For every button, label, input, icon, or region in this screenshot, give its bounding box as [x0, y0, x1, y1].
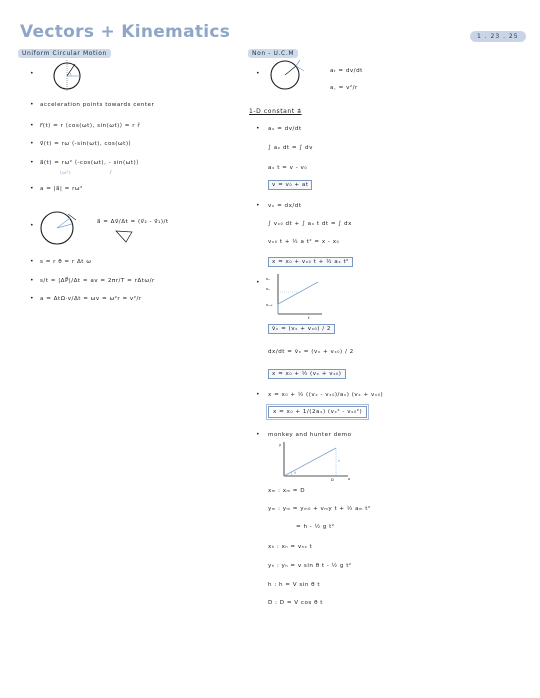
text-line: yₘ : yₘ = yₘ₀ + vₘy t + ½ aₘ t²	[268, 506, 371, 512]
text-line: v⃗(t) = rω ⟨-sin(ωt), cos(ωt)⟩	[40, 141, 132, 147]
text-line: aₓ t = v - v₀	[268, 165, 308, 171]
text-line: ∫ vₓ₀ dt + ∫ aₓ t dt = ∫ dx	[268, 221, 352, 227]
vector-triangle-diagram	[114, 228, 136, 244]
text-line: dx/dt = v̄ₓ = (vₓ + vₓ₀) / 2	[268, 349, 354, 355]
text-line: acceleration points towards center	[40, 102, 155, 108]
text-line: vₓ = dx/dt	[268, 203, 302, 209]
text-line: yₕ : yₕ = v sin θ t - ½ g t²	[268, 563, 352, 569]
boxed-equation: v̄ₓ = (vₓ + vₓ₀) / 2	[268, 327, 335, 333]
bullet: •	[256, 431, 260, 438]
text-line: = h - ½ g t²	[296, 524, 335, 530]
text-line: h : h = V sin θ t	[268, 582, 321, 588]
bullet: •	[256, 391, 260, 398]
text-line: xₕ : xₕ = vₕₓ t	[268, 544, 313, 550]
text-line: x = x₀ + ½ ((vₓ - vₓ₀)/aₓ) (vₓ + vₓ₀)	[268, 392, 384, 398]
demo-label-y: y	[279, 443, 282, 447]
text-line: a⃗ = Δv⃗/Δt = (v⃗₂ - v⃗₁)/t	[97, 219, 169, 225]
annotation-omega: (ω²)	[60, 171, 72, 176]
section-header-non-ucm: Non - U.C.M	[248, 49, 298, 58]
tangential-accel-label: aₜ = dv/dt	[330, 68, 363, 74]
date-badge: 1 . 23 . 25	[470, 31, 526, 42]
circle-diagram-ucm	[52, 59, 86, 93]
bullet: •	[30, 140, 34, 147]
sub-header-1d: 1-D constant a⃗	[249, 108, 302, 115]
boxed-equation: v = v₀ + at	[268, 183, 312, 189]
circle-diagram-velocity	[40, 210, 80, 246]
demo-label-x: x	[348, 477, 351, 481]
bullet: •	[30, 222, 34, 229]
text-line: monkey and hunter demo	[268, 432, 352, 438]
bullet: •	[30, 122, 34, 129]
demo-label-h: h	[338, 459, 341, 463]
bullet: •	[256, 70, 260, 77]
text-line: ∫ aₓ dt = ∫ dv	[268, 145, 313, 151]
graph-label-vx: vₓ	[266, 277, 270, 281]
text-line: r⃗(t) = r ⟨cos(ωt), sin(ωt)⟩ = r r̂	[40, 123, 141, 129]
velocity-time-graph	[266, 272, 326, 320]
demo-label-theta: θ	[294, 471, 297, 475]
demo-label-d: D	[331, 478, 334, 482]
page-title: Vectors + Kinematics	[20, 22, 231, 42]
bullet: •	[256, 279, 260, 286]
annotation-rhat: r̂	[110, 171, 113, 176]
bullet: •	[30, 185, 34, 192]
bullet: •	[30, 159, 34, 166]
boxed-equation: x = x₀ + vₓ₀ t + ½ aₓ t²	[268, 260, 353, 266]
boxed-equation: x = x₀ + 1/(2aₓ) (vₓ² - vₓ₀²)	[268, 410, 367, 416]
circle-diagram-non-ucm	[268, 58, 308, 92]
text-line: D : D = V cos θ t	[268, 600, 323, 606]
graph-label-t: t	[308, 316, 310, 320]
text-line: xₘ : xₘ = D	[268, 488, 306, 494]
text-line: vₓ₀ t + ½ a t² = x - x₀	[268, 239, 340, 245]
monkey-hunter-diagram	[276, 440, 352, 482]
text-line: s/t = |ΔP⃗|/Δt = av = 2πr/T = rΔtω/r	[40, 278, 155, 284]
graph-label-vx-mid: vₓ	[266, 287, 270, 291]
section-header-ucm: Uniform Circular Motion	[18, 49, 111, 58]
text-line: a⃗(t) = rω² ⟨-cos(ωt), - sin(ωt)⟩	[40, 160, 139, 166]
bullet: •	[30, 101, 34, 108]
text-line: aₓ = dv/dt	[268, 126, 302, 132]
bullet: •	[256, 125, 260, 132]
bullet: •	[30, 295, 34, 302]
boxed-equation: x = x₀ + ½ (vₓ + vₓ₀)	[268, 372, 346, 378]
text-line: a = ΔtΩ·v/Δt = ωv = ω²r = v²/r	[40, 296, 142, 302]
bullet: •	[30, 258, 34, 265]
centripetal-accel-label: a꜀ = v²/r	[330, 85, 358, 91]
bullet: •	[256, 202, 260, 209]
graph-label-vx0: vₓ,₀	[266, 303, 273, 307]
text-line: s = r θ = r Δt ω	[40, 259, 92, 265]
bullet: •	[30, 70, 34, 77]
text-line: a = |a⃗| = rω²	[40, 186, 83, 192]
bullet: •	[30, 277, 34, 284]
